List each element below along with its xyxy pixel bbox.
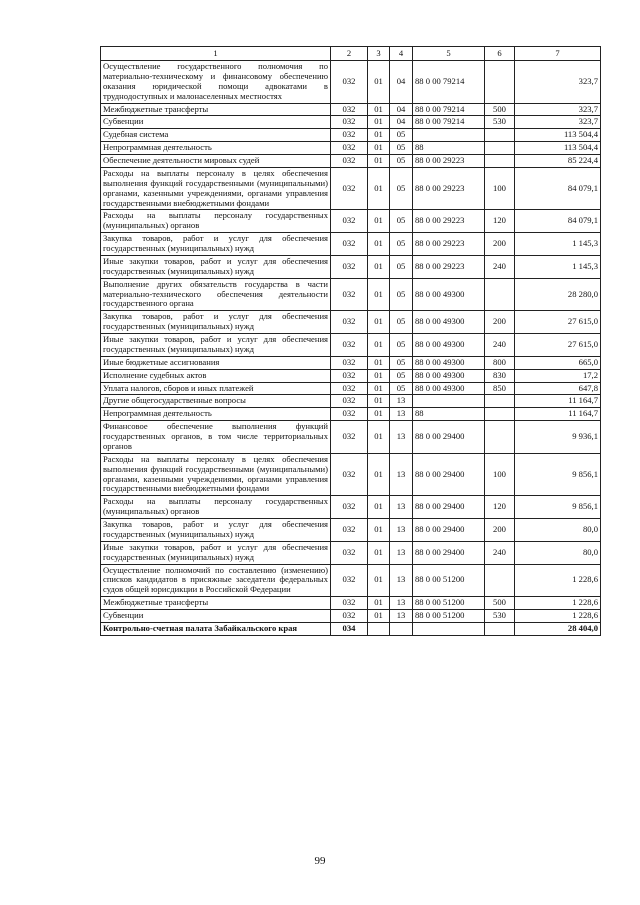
column-number: 6 bbox=[485, 47, 515, 61]
expense-type-cell: 800 bbox=[485, 356, 515, 369]
grbs-cell: 032 bbox=[331, 210, 368, 233]
subsection-cell: 13 bbox=[390, 395, 413, 408]
row-name-cell: Выполнение других обязательств государства в части материально-технического обеспечения деятельности государственного органа bbox=[101, 278, 331, 311]
row-name-cell: Расходы на выплаты персоналу в целях обеспечения выполнения функций государственными (муниципальными) органами, казенными учреждениями, органами управления государственными внебюджетными фондами bbox=[101, 453, 331, 496]
section-cell: 01 bbox=[368, 541, 390, 564]
grbs-cell: 032 bbox=[331, 167, 368, 210]
table-row bbox=[101, 116, 601, 129]
grbs-cell: 032 bbox=[331, 496, 368, 519]
grbs-cell: 032 bbox=[331, 311, 368, 334]
expense-type-cell bbox=[485, 61, 515, 104]
section-cell: 01 bbox=[368, 408, 390, 421]
grbs-cell: 032 bbox=[331, 116, 368, 129]
table-row bbox=[101, 369, 601, 382]
subsection-cell: 05 bbox=[390, 233, 413, 256]
row-name-cell: Субвенции bbox=[101, 116, 331, 129]
table-row bbox=[101, 519, 601, 542]
expense-type-cell: 240 bbox=[485, 255, 515, 278]
amount-cell: 85 224,4 bbox=[515, 155, 601, 168]
target-article-cell: 88 0 00 29400 bbox=[413, 541, 485, 564]
table-row bbox=[101, 278, 601, 311]
section-cell bbox=[368, 622, 390, 635]
amount-cell: 84 079,1 bbox=[515, 210, 601, 233]
column-number: 2 bbox=[331, 47, 368, 61]
row-name-cell: Осуществление полномочий по составлению (изменению) списков кандидатов в присяжные заседатели федеральных судов общей юрисдикции в Российской Федерации bbox=[101, 564, 331, 597]
section-cell: 01 bbox=[368, 382, 390, 395]
expense-type-cell bbox=[485, 142, 515, 155]
amount-cell: 28 280,0 bbox=[515, 278, 601, 311]
grbs-cell: 034 bbox=[331, 622, 368, 635]
table-row bbox=[101, 311, 601, 334]
section-cell: 01 bbox=[368, 167, 390, 210]
grbs-cell: 032 bbox=[331, 541, 368, 564]
row-name-cell: Иные закупки товаров, работ и услуг для обеспечения государственных (муниципальных) нужд bbox=[101, 255, 331, 278]
amount-cell: 80,0 bbox=[515, 541, 601, 564]
section-cell: 01 bbox=[368, 103, 390, 116]
row-name-cell: Субвенции bbox=[101, 610, 331, 623]
grbs-cell: 032 bbox=[331, 129, 368, 142]
amount-cell: 1 228,6 bbox=[515, 564, 601, 597]
target-article-cell: 88 0 00 29223 bbox=[413, 155, 485, 168]
section-cell: 01 bbox=[368, 453, 390, 496]
row-name-cell: Иные закупки товаров, работ и услуг для обеспечения государственных (муниципальных) нужд bbox=[101, 334, 331, 357]
expense-type-cell bbox=[485, 564, 515, 597]
row-name-cell: Исполнение судебных актов bbox=[101, 369, 331, 382]
expense-type-cell: 500 bbox=[485, 103, 515, 116]
table-row bbox=[101, 255, 601, 278]
row-name-cell: Контрольно-счетная палата Забайкальского края bbox=[101, 622, 331, 635]
table-row bbox=[101, 597, 601, 610]
amount-cell: 27 615,0 bbox=[515, 334, 601, 357]
table-row bbox=[101, 421, 601, 454]
amount-cell: 113 504,4 bbox=[515, 129, 601, 142]
expense-type-cell: 120 bbox=[485, 210, 515, 233]
amount-cell: 27 615,0 bbox=[515, 311, 601, 334]
section-cell: 01 bbox=[368, 155, 390, 168]
amount-cell: 17,2 bbox=[515, 369, 601, 382]
target-article-cell: 88 0 00 29223 bbox=[413, 233, 485, 256]
target-article-cell: 88 0 00 29223 bbox=[413, 255, 485, 278]
table-row bbox=[101, 395, 601, 408]
section-cell: 01 bbox=[368, 278, 390, 311]
grbs-cell: 032 bbox=[331, 564, 368, 597]
target-article-cell: 88 0 00 79214 bbox=[413, 61, 485, 104]
target-article-cell: 88 bbox=[413, 142, 485, 155]
grbs-cell: 032 bbox=[331, 155, 368, 168]
row-name-cell: Другие общегосударственные вопросы bbox=[101, 395, 331, 408]
subsection-cell: 05 bbox=[390, 369, 413, 382]
subsection-cell: 05 bbox=[390, 255, 413, 278]
table-row bbox=[101, 129, 601, 142]
subsection-cell: 05 bbox=[390, 311, 413, 334]
table-row bbox=[101, 453, 601, 496]
expense-type-cell: 200 bbox=[485, 311, 515, 334]
table-row bbox=[101, 334, 601, 357]
row-name-cell: Расходы на выплаты персоналу в целях обеспечения выполнения функций государственными (муниципальными) органами, казенными учреждениями, органами управления государственными внебюджетными фондами bbox=[101, 167, 331, 210]
expense-type-cell: 100 bbox=[485, 453, 515, 496]
grbs-cell: 032 bbox=[331, 356, 368, 369]
subsection-cell: 05 bbox=[390, 142, 413, 155]
target-article-cell: 88 0 00 29223 bbox=[413, 210, 485, 233]
subsection-cell bbox=[390, 622, 413, 635]
target-article-cell: 88 0 00 29400 bbox=[413, 421, 485, 454]
target-article-cell bbox=[413, 129, 485, 142]
target-article-cell: 88 0 00 49300 bbox=[413, 311, 485, 334]
grbs-cell: 032 bbox=[331, 255, 368, 278]
expense-type-cell: 120 bbox=[485, 496, 515, 519]
table-row bbox=[101, 541, 601, 564]
section-cell: 01 bbox=[368, 421, 390, 454]
section-cell: 01 bbox=[368, 233, 390, 256]
row-name-cell: Иные закупки товаров, работ и услуг для обеспечения государственных (муниципальных) нужд bbox=[101, 541, 331, 564]
subsection-cell: 13 bbox=[390, 421, 413, 454]
table-row bbox=[101, 564, 601, 597]
table-row bbox=[101, 610, 601, 623]
target-article-cell: 88 0 00 51200 bbox=[413, 610, 485, 623]
row-name-cell: Расходы на выплаты персоналу государственных (муниципальных) органов bbox=[101, 210, 331, 233]
row-name-cell: Закупка товаров, работ и услуг для обеспечения государственных (муниципальных) нужд bbox=[101, 519, 331, 542]
grbs-cell: 032 bbox=[331, 519, 368, 542]
section-cell: 01 bbox=[368, 334, 390, 357]
row-name-cell: Судебная система bbox=[101, 129, 331, 142]
amount-cell: 9 856,1 bbox=[515, 453, 601, 496]
subsection-cell: 13 bbox=[390, 496, 413, 519]
amount-cell: 28 404,0 bbox=[515, 622, 601, 635]
section-cell: 01 bbox=[368, 116, 390, 129]
table-row bbox=[101, 155, 601, 168]
subsection-cell: 13 bbox=[390, 541, 413, 564]
subsection-cell: 05 bbox=[390, 356, 413, 369]
expense-type-cell: 200 bbox=[485, 233, 515, 256]
row-name-cell: Финансовое обеспечение выполнения функций государственных органов, в том числе территориальных органов bbox=[101, 421, 331, 454]
grbs-cell: 032 bbox=[331, 103, 368, 116]
grbs-cell: 032 bbox=[331, 334, 368, 357]
target-article-cell: 88 0 00 79214 bbox=[413, 116, 485, 129]
target-article-cell: 88 0 00 29400 bbox=[413, 453, 485, 496]
expense-type-cell: 850 bbox=[485, 382, 515, 395]
amount-cell: 113 504,4 bbox=[515, 142, 601, 155]
budget-table bbox=[100, 46, 601, 636]
subsection-cell: 05 bbox=[390, 155, 413, 168]
target-article-cell: 88 0 00 49300 bbox=[413, 356, 485, 369]
grbs-cell: 032 bbox=[331, 278, 368, 311]
expense-type-cell: 240 bbox=[485, 334, 515, 357]
subsection-cell: 05 bbox=[390, 210, 413, 233]
grbs-cell: 032 bbox=[331, 369, 368, 382]
amount-cell: 647,8 bbox=[515, 382, 601, 395]
expense-type-cell: 530 bbox=[485, 116, 515, 129]
table-row bbox=[101, 382, 601, 395]
subsection-cell: 13 bbox=[390, 597, 413, 610]
amount-cell: 323,7 bbox=[515, 103, 601, 116]
column-number: 3 bbox=[368, 47, 390, 61]
subsection-cell: 13 bbox=[390, 564, 413, 597]
subsection-cell: 04 bbox=[390, 116, 413, 129]
expense-type-cell bbox=[485, 421, 515, 454]
expense-type-cell: 100 bbox=[485, 167, 515, 210]
section-cell: 01 bbox=[368, 210, 390, 233]
amount-cell: 84 079,1 bbox=[515, 167, 601, 210]
section-cell: 01 bbox=[368, 255, 390, 278]
target-article-cell: 88 0 00 51200 bbox=[413, 597, 485, 610]
section-cell: 01 bbox=[368, 496, 390, 519]
target-article-cell: 88 0 00 49300 bbox=[413, 278, 485, 311]
table-row bbox=[101, 210, 601, 233]
table-row bbox=[101, 622, 601, 635]
grbs-cell: 032 bbox=[331, 408, 368, 421]
amount-cell: 1 145,3 bbox=[515, 255, 601, 278]
section-cell: 01 bbox=[368, 395, 390, 408]
expense-type-cell: 500 bbox=[485, 597, 515, 610]
amount-cell: 80,0 bbox=[515, 519, 601, 542]
subsection-cell: 13 bbox=[390, 610, 413, 623]
table-row bbox=[101, 61, 601, 104]
grbs-cell: 032 bbox=[331, 233, 368, 256]
target-article-cell: 88 0 00 29400 bbox=[413, 496, 485, 519]
expense-type-cell: 830 bbox=[485, 369, 515, 382]
subsection-cell: 13 bbox=[390, 519, 413, 542]
subsection-cell: 05 bbox=[390, 129, 413, 142]
row-name-cell: Расходы на выплаты персоналу государственных (муниципальных) органов bbox=[101, 496, 331, 519]
amount-cell: 665,0 bbox=[515, 356, 601, 369]
target-article-cell bbox=[413, 622, 485, 635]
grbs-cell: 032 bbox=[331, 421, 368, 454]
subsection-cell: 05 bbox=[390, 382, 413, 395]
target-article-cell: 88 0 00 49300 bbox=[413, 369, 485, 382]
column-number: 7 bbox=[515, 47, 601, 61]
column-number: 4 bbox=[390, 47, 413, 61]
expense-type-cell bbox=[485, 155, 515, 168]
column-number: 5 bbox=[413, 47, 485, 61]
target-article-cell: 88 0 00 29223 bbox=[413, 167, 485, 210]
column-number-row bbox=[101, 47, 601, 61]
section-cell: 01 bbox=[368, 356, 390, 369]
amount-cell: 323,7 bbox=[515, 116, 601, 129]
section-cell: 01 bbox=[368, 61, 390, 104]
amount-cell: 9 936,1 bbox=[515, 421, 601, 454]
page-number: 99 bbox=[314, 855, 326, 867]
subsection-cell: 05 bbox=[390, 278, 413, 311]
grbs-cell: 032 bbox=[331, 382, 368, 395]
expense-type-cell bbox=[485, 278, 515, 311]
amount-cell: 1 145,3 bbox=[515, 233, 601, 256]
target-article-cell: 88 0 00 49300 bbox=[413, 334, 485, 357]
table-row bbox=[101, 233, 601, 256]
table-row bbox=[101, 408, 601, 421]
expense-type-cell bbox=[485, 622, 515, 635]
section-cell: 01 bbox=[368, 564, 390, 597]
section-cell: 01 bbox=[368, 610, 390, 623]
section-cell: 01 bbox=[368, 519, 390, 542]
expense-type-cell bbox=[485, 129, 515, 142]
table-row bbox=[101, 103, 601, 116]
row-name-cell: Непрограммная деятельность bbox=[101, 408, 331, 421]
row-name-cell: Иные бюджетные ассигнования bbox=[101, 356, 331, 369]
subsection-cell: 13 bbox=[390, 408, 413, 421]
amount-cell: 1 228,6 bbox=[515, 610, 601, 623]
row-name-cell: Закупка товаров, работ и услуг для обеспечения государственных (муниципальных) нужд bbox=[101, 311, 331, 334]
section-cell: 01 bbox=[368, 597, 390, 610]
grbs-cell: 032 bbox=[331, 453, 368, 496]
amount-cell: 9 856,1 bbox=[515, 496, 601, 519]
row-name-cell: Обеспечение деятельности мировых судей bbox=[101, 155, 331, 168]
expense-type-cell: 240 bbox=[485, 541, 515, 564]
expense-type-cell bbox=[485, 408, 515, 421]
table-row bbox=[101, 142, 601, 155]
section-cell: 01 bbox=[368, 129, 390, 142]
target-article-cell: 88 0 00 51200 bbox=[413, 564, 485, 597]
row-name-cell: Непрограммная деятельность bbox=[101, 142, 331, 155]
table-row bbox=[101, 167, 601, 210]
table-row bbox=[101, 356, 601, 369]
amount-cell: 1 228,6 bbox=[515, 597, 601, 610]
target-article-cell bbox=[413, 395, 485, 408]
section-cell: 01 bbox=[368, 311, 390, 334]
row-name-cell: Межбюджетные трансферты bbox=[101, 103, 331, 116]
subsection-cell: 04 bbox=[390, 103, 413, 116]
amount-cell: 11 164,7 bbox=[515, 408, 601, 421]
target-article-cell: 88 0 00 29400 bbox=[413, 519, 485, 542]
grbs-cell: 032 bbox=[331, 395, 368, 408]
expense-type-cell bbox=[485, 395, 515, 408]
row-name-cell: Осуществление государственного полномочия по материально-техническому и финансовому обеспечению оказания юридической помощи адвокатами в труднодоступных и малонаселенных местностях bbox=[101, 61, 331, 104]
expense-type-cell: 530 bbox=[485, 610, 515, 623]
section-cell: 01 bbox=[368, 142, 390, 155]
target-article-cell: 88 0 00 49300 bbox=[413, 382, 485, 395]
row-name-cell: Закупка товаров, работ и услуг для обеспечения государственных (муниципальных) нужд bbox=[101, 233, 331, 256]
amount-cell: 11 164,7 bbox=[515, 395, 601, 408]
amount-cell: 323,7 bbox=[515, 61, 601, 104]
grbs-cell: 032 bbox=[331, 597, 368, 610]
section-cell: 01 bbox=[368, 369, 390, 382]
subsection-cell: 04 bbox=[390, 61, 413, 104]
target-article-cell: 88 0 00 79214 bbox=[413, 103, 485, 116]
row-name-cell: Уплата налогов, сборов и иных платежей bbox=[101, 382, 331, 395]
row-name-cell: Межбюджетные трансферты bbox=[101, 597, 331, 610]
grbs-cell: 032 bbox=[331, 610, 368, 623]
table-row bbox=[101, 496, 601, 519]
column-number: 1 bbox=[101, 47, 331, 61]
subsection-cell: 05 bbox=[390, 334, 413, 357]
target-article-cell: 88 bbox=[413, 408, 485, 421]
subsection-cell: 05 bbox=[390, 167, 413, 210]
grbs-cell: 032 bbox=[331, 142, 368, 155]
subsection-cell: 13 bbox=[390, 453, 413, 496]
expense-type-cell: 200 bbox=[485, 519, 515, 542]
grbs-cell: 032 bbox=[331, 61, 368, 104]
